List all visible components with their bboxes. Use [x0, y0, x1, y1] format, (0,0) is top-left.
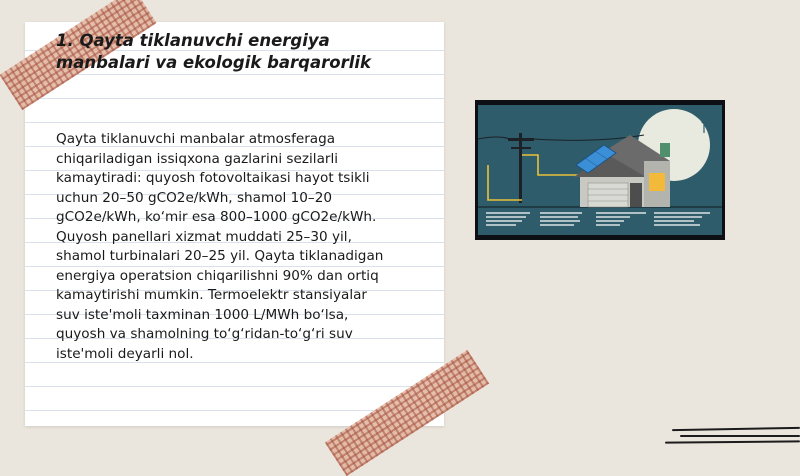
solar-house-illustration — [475, 100, 725, 240]
slide-body-text: Qayta tiklanuvchi manbalar atmosferaga chiqariladigan issiqxona gazlarini sezilarli kamaytiradi: quyosh fotovoltaikasi hayot tsikli uchun 20–50 gCO2e/kWh, shamol 10–20 gCO2e/kWh, ko‘mir esa 800–1000 gCO2e/kWh. Quyosh panellari xizmat muddati 25–30 yil, shamol turbinalari 20–25 yil. Qayta tiklanadigan energiya operatsion chiqarilishni 90% dan ortiq kamaytirishi mumkin. Termoelektr stansiyalar suv iste'moli taxminan 1000 L/MWh bo‘lsa, quyosh va shamolning to‘g‘ridan-to‘g‘ri suv iste'moli deyarli nol. — [56, 131, 384, 362]
decorative-stroke — [672, 427, 800, 431]
illustration-captions — [486, 212, 710, 226]
decorative-stroke — [680, 435, 800, 437]
decorative-stroke — [665, 440, 800, 443]
slide-title: 1. Qayta tiklanuvchi energiya manbalari va ekologik barqarorlik — [56, 31, 371, 72]
